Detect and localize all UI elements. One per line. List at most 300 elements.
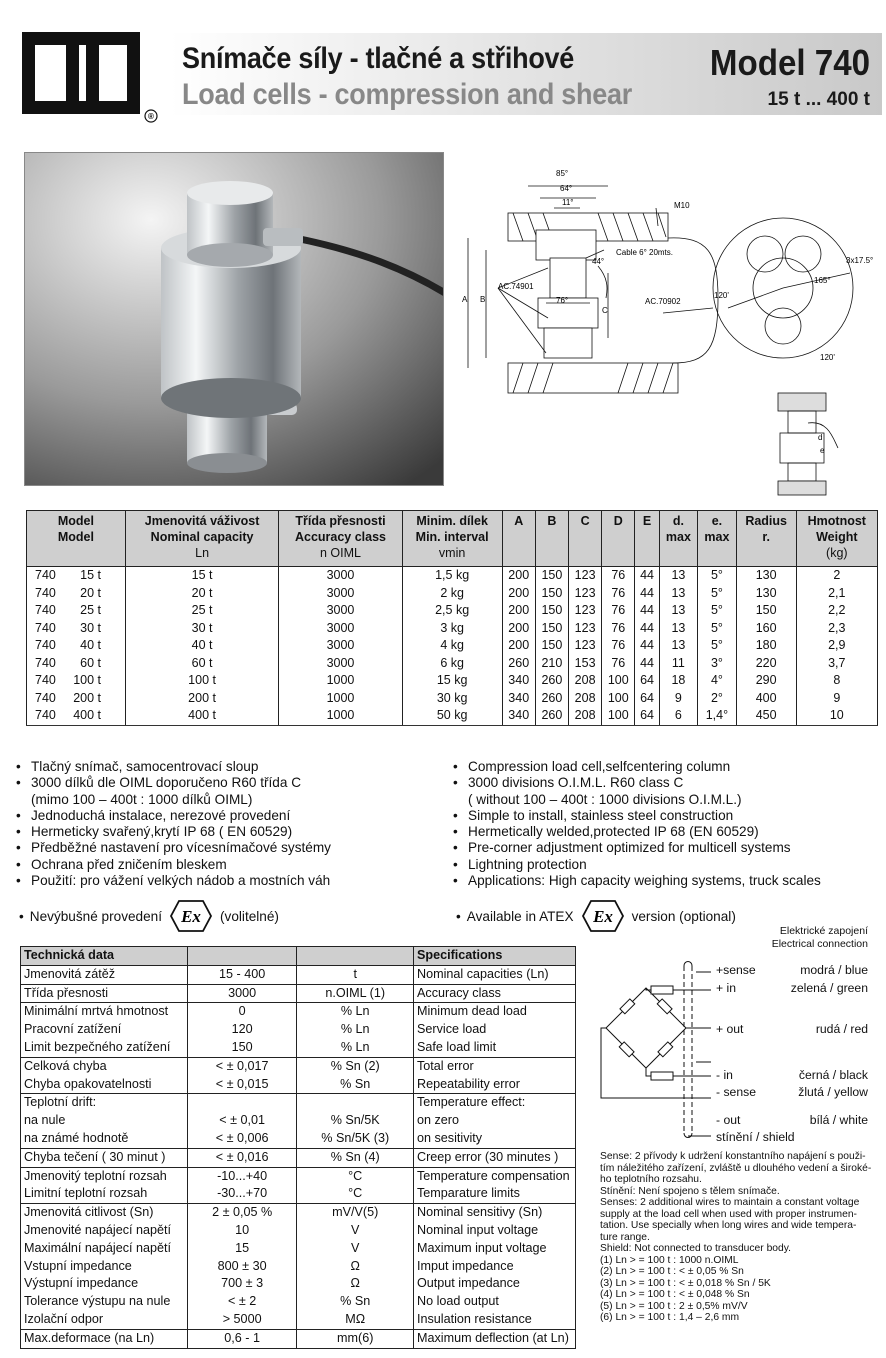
note-line: (1) Ln > = 100 t : 1000 n.OIML — [600, 1254, 739, 1266]
spec-cell: % Ln — [297, 1039, 414, 1057]
header-line: Jmenovitá váživost — [144, 514, 260, 528]
svg-text:11°: 11° — [562, 198, 574, 207]
features-english — [453, 759, 821, 889]
table-cell: 150 — [535, 567, 568, 585]
spec-cell: % Ln — [297, 1021, 414, 1039]
spec-cell: Limit bezpečného zatížení — [21, 1039, 188, 1057]
spec-cell: % Sn (2) — [297, 1057, 414, 1075]
spec-cell: No load output — [414, 1293, 576, 1311]
model-cell — [27, 672, 126, 690]
model-capacity: 15 t — [80, 568, 101, 582]
note-line: Sense: 2 přívody k udržení konstantního napájení s použi- — [600, 1151, 866, 1162]
model-cell — [27, 690, 126, 708]
spec-cell: Chyba tečení ( 30 minut ) — [21, 1148, 188, 1167]
spec-cell: Vstupní impedance — [21, 1258, 188, 1276]
table-cell: 6 kg — [402, 655, 502, 673]
spec-row — [21, 1222, 576, 1240]
table-cell: 30 t — [125, 620, 279, 638]
note-line: (4) Ln > = 100 t : < ± 0,048 % Sn — [600, 1289, 750, 1300]
spec-row — [21, 1329, 576, 1348]
spec-cell: 150 — [187, 1039, 297, 1057]
table-cell: 450 — [736, 707, 796, 725]
header-line: Nominal capacity — [150, 530, 254, 544]
table-cell: 64 — [635, 672, 659, 690]
spec-cell: Minimum dead load — [414, 1003, 576, 1021]
spec-row — [21, 965, 576, 984]
feature-item: • Předběžné nastavení pro vícesnímačové systémy — [16, 840, 331, 856]
spec-cell: Výstupní impedance — [21, 1275, 188, 1293]
spec-cell: > 5000 — [187, 1311, 297, 1329]
table-cell: 8 — [796, 672, 877, 690]
table-cell: 400 — [736, 690, 796, 708]
spec-cell: Total error — [414, 1057, 576, 1075]
header-line: Min. interval — [415, 530, 489, 544]
wire-label: + in — [716, 981, 736, 995]
spec-row — [21, 1112, 576, 1130]
table-cell: 100 — [602, 707, 635, 725]
table-cell: 3000 — [279, 585, 402, 603]
spec-cell: V — [297, 1222, 414, 1240]
spec-cell: 10 — [187, 1222, 297, 1240]
svg-text:85°: 85° — [556, 169, 569, 178]
wire-label: +sense — [716, 963, 756, 977]
title-english: Load cells - compression and shear — [182, 78, 632, 111]
svg-text:d: d — [818, 433, 823, 442]
spec-cell: 800 ± 30 — [187, 1258, 297, 1276]
table-cell: 150 — [535, 620, 568, 638]
table-cell: 44 — [635, 567, 659, 585]
table-cell: 76 — [602, 585, 635, 603]
header-line: Minim. dílek — [416, 514, 488, 528]
table-cell: 76 — [602, 637, 635, 655]
table-cell: 130 — [736, 585, 796, 603]
spec-cell: 700 ± 3 — [187, 1275, 297, 1293]
company-logo — [20, 30, 160, 125]
header-line: E — [642, 514, 652, 528]
spec-cell: Pracovní zatížení — [21, 1021, 188, 1039]
table-cell: 123 — [569, 620, 602, 638]
svg-text:44°: 44° — [592, 257, 605, 266]
header-line: (kg) — [826, 546, 848, 560]
spec-cell: Maximum deflection (at Ln) — [414, 1329, 576, 1348]
model-number: 740 — [35, 568, 56, 582]
table-cell: 11 — [659, 655, 698, 673]
table-cell: 340 — [502, 672, 535, 690]
table-cell: 340 — [502, 707, 535, 725]
model-number: 740 — [35, 620, 56, 635]
table-cell: 1,4° — [698, 707, 737, 725]
column-header — [698, 511, 737, 567]
wire-color: bílá / white — [809, 1113, 868, 1127]
table-cell: 150 — [535, 602, 568, 620]
svg-text:C: C — [602, 306, 608, 315]
header-line: n OIML — [319, 546, 361, 560]
table-cell: 76 — [602, 602, 635, 620]
svg-text:Ex: Ex — [181, 907, 201, 926]
spec-row — [21, 1130, 576, 1148]
header-line: A — [514, 514, 524, 528]
model-number: 740 — [35, 638, 56, 652]
spec-cell: < ± 0,016 — [187, 1148, 297, 1167]
note-line: Stínění: Není spojeno s tělem snímače. — [600, 1185, 780, 1197]
model-number: 740 — [35, 708, 56, 722]
table-cell: 3 kg — [402, 620, 502, 638]
spec-cell: % Sn — [297, 1293, 414, 1311]
model-capacity: 30 t — [80, 620, 101, 635]
model-capacity: 400 t — [73, 708, 101, 722]
spec-row — [21, 1185, 576, 1203]
column-header — [736, 511, 796, 567]
column-header — [602, 511, 635, 567]
table-cell: 2,2 — [796, 602, 877, 620]
header-line: Model — [57, 530, 94, 544]
svg-text:76°: 76° — [556, 296, 569, 305]
spec-cell: < ± 0,015 — [187, 1076, 297, 1094]
table-cell: 1000 — [279, 707, 402, 725]
spec-cell: n.OIML (1) — [297, 984, 414, 1003]
table-cell: 1000 — [279, 690, 402, 708]
table-cell: 150 — [535, 585, 568, 603]
spec-cell: Ω — [297, 1275, 414, 1293]
note-line: Senses: 2 additional wires to maintain a constant voltage — [600, 1197, 860, 1208]
note-line: supply at the load cell when used with proper instrumen- — [600, 1208, 857, 1220]
model-number: 740 — [35, 655, 56, 670]
table-cell: 15 kg — [402, 672, 502, 690]
column-header — [125, 511, 279, 567]
column-header — [402, 511, 502, 567]
wire-label: stínění / shield — [716, 1130, 795, 1144]
spec-cell: Temperature compensation — [414, 1167, 576, 1185]
spec-cell: % Sn/5K (3) — [297, 1130, 414, 1148]
spec-cell: Temperature effect: — [414, 1094, 576, 1112]
table-cell: 3000 — [279, 655, 402, 673]
atex-ex-icon — [581, 899, 625, 933]
model-capacity: 100 t — [73, 673, 101, 687]
spec-cell: 2 ± 0,05 % — [187, 1204, 297, 1222]
spec-cell: % Ln — [297, 1003, 414, 1021]
spec-cell: -10...+40 — [187, 1167, 297, 1185]
table-row — [27, 637, 878, 655]
spec-cell: Output impedance — [414, 1275, 576, 1293]
feature-item: • Lightning protection — [453, 857, 821, 873]
table-row — [27, 690, 878, 708]
wire-label: - in — [716, 1068, 733, 1082]
table-row — [27, 707, 878, 725]
table-cell: 2 — [796, 567, 877, 585]
header-line: vmin — [438, 546, 466, 560]
header-line: Model — [57, 514, 94, 528]
table-cell: 123 — [569, 602, 602, 620]
wire-color: zelená / green — [790, 981, 868, 995]
table-cell: 3000 — [279, 620, 402, 638]
model-number: 740 — [35, 673, 56, 687]
table-cell: 44 — [635, 637, 659, 655]
feature-item: (mimo 100 – 400t : 1000 dílků OIML) — [31, 791, 253, 807]
spec-cell: on sesitivity — [414, 1130, 576, 1148]
wire-label: - out — [716, 1113, 741, 1127]
table-cell: 2,1 — [796, 585, 877, 603]
svg-text:A: A — [462, 295, 468, 304]
technical-drawing — [458, 158, 878, 498]
table-cell: 3,7 — [796, 655, 877, 673]
table-cell: 220 — [736, 655, 796, 673]
spec-cell — [187, 1094, 297, 1112]
column-header — [535, 511, 568, 567]
table-cell: 150 — [736, 602, 796, 620]
table-cell: 200 — [502, 585, 535, 603]
svg-text:e: e — [820, 446, 825, 455]
wire-label: - sense — [716, 1085, 756, 1099]
svg-text:120': 120' — [820, 353, 835, 362]
spec-cell: Insulation resistance — [414, 1311, 576, 1329]
header-line: max — [704, 530, 730, 544]
column-header — [569, 511, 602, 567]
table-cell: 100 — [602, 672, 635, 690]
table-cell: 44 — [635, 655, 659, 673]
spec-cell: 0,6 - 1 — [187, 1329, 297, 1348]
table-cell: 2 kg — [402, 585, 502, 603]
wiring-title: Elektrické zapojení Electrical connection — [771, 925, 868, 950]
column-header — [796, 511, 877, 567]
table-cell: 260 — [535, 672, 568, 690]
table-row — [27, 672, 878, 690]
table-cell: 5° — [698, 620, 737, 638]
spec-row — [21, 1076, 576, 1094]
model-capacity: 40 t — [80, 638, 101, 652]
atex-ex-icon — [169, 899, 213, 933]
table-cell: 2,5 kg — [402, 602, 502, 620]
svg-text:B: B — [480, 295, 486, 304]
spec-cell: < ± 0,01 — [187, 1112, 297, 1130]
spec-cell: Imput impedance — [414, 1258, 576, 1276]
feature-item: • Pre-corner adjustment optimized for multicell systems — [453, 840, 821, 856]
svg-text:64°: 64° — [560, 184, 573, 193]
spec-cell: 15 - 400 — [187, 965, 297, 984]
spec-row — [21, 1021, 576, 1039]
table-cell: 10 — [796, 707, 877, 725]
model-number: 740 — [35, 603, 56, 617]
header-line: Třída přesnosti — [295, 514, 386, 528]
spec-cell: Limitní teplotní rozsah — [21, 1185, 188, 1203]
table-cell: 123 — [569, 567, 602, 585]
model-cell — [27, 602, 126, 620]
svg-text:®: ® — [148, 112, 154, 121]
model-cell — [27, 655, 126, 673]
note-line: (6) Ln > = 100 t : 1,4 – 2,6 mm — [600, 1312, 740, 1323]
table-cell: 76 — [602, 620, 635, 638]
table-cell: 50 kg — [402, 707, 502, 725]
table-cell: 160 — [736, 620, 796, 638]
table-cell: 3000 — [279, 637, 402, 655]
table-cell: 4° — [698, 672, 737, 690]
spec-cell: Temparature limits — [414, 1185, 576, 1203]
spec-cell: Tolerance výstupu na nule — [21, 1293, 188, 1311]
spec-cell: Minimální mrtvá hmotnost — [21, 1003, 188, 1021]
spec-cell: < ± 2 — [187, 1293, 297, 1311]
feature-item: • 3000 divisions O.I.M.L. R60 class C — [453, 775, 821, 791]
spec-cell: Celková chyba — [21, 1057, 188, 1075]
spec-cell: 0 — [187, 1003, 297, 1021]
table-cell: 9 — [659, 690, 698, 708]
spec-cell: Teplotní drift: — [21, 1094, 188, 1112]
spec-row — [21, 1311, 576, 1329]
note-line: tation. Use specially when long wires and wide tempera- — [600, 1220, 857, 1231]
table-cell: 260 — [535, 707, 568, 725]
spec-cell: % Sn (4) — [297, 1148, 414, 1167]
table-cell: 5° — [698, 637, 737, 655]
note-line: (5) Ln > = 100 t : 2 ± 0,5% mV/V — [600, 1300, 748, 1312]
header-line: Hmotnost — [807, 514, 866, 528]
spec-cell: Maximum input voltage — [414, 1240, 576, 1258]
note-line: (3) Ln > = 100 t : < ± 0,018 % Sn / 5K — [600, 1277, 771, 1289]
table-cell: 153 — [569, 655, 602, 673]
spec-cell: mV/V(5) — [297, 1204, 414, 1222]
spec-cell: on zero — [414, 1112, 576, 1130]
column-header — [279, 511, 402, 567]
spec-cell: 120 — [187, 1021, 297, 1039]
note-line: Shield: Not connected to transducer body. — [600, 1243, 791, 1254]
column-header — [27, 511, 126, 567]
spec-row — [21, 1003, 576, 1021]
table-cell: 64 — [635, 690, 659, 708]
spec-cell: °C — [297, 1167, 414, 1185]
table-cell: 1,5 kg — [402, 567, 502, 585]
feature-item: • Applications: High capacity weighing systems, truck scales — [453, 873, 821, 889]
feature-item: • Ochrana před zničením bleskem — [16, 857, 331, 873]
spec-cell: Jmenovitá zátěž — [21, 965, 188, 984]
table-cell: 208 — [569, 707, 602, 725]
note-line: tím náležitého zařízení, zvláště u dlouhého vedení a široké- — [600, 1162, 872, 1174]
table-cell: 1000 — [279, 672, 402, 690]
svg-text:Ex: Ex — [592, 907, 613, 926]
table-cell: 13 — [659, 567, 698, 585]
spec-cell: Jmenovitá citlivost (Sn) — [21, 1204, 188, 1222]
spec-cell: MΩ — [297, 1311, 414, 1329]
svg-text:AC.74901: AC.74901 — [498, 282, 534, 291]
feature-item: • Jednoduchá instalace, nerezové provedení — [16, 808, 331, 824]
footnotes — [600, 1151, 876, 1324]
table-cell: 208 — [569, 690, 602, 708]
header-line: e. — [711, 514, 723, 528]
feature-item: • 3000 dílků dle OIML doporučeno R60 třída C — [16, 775, 331, 791]
spec-cell: < ± 0,006 — [187, 1130, 297, 1148]
table-cell: 20 t — [125, 585, 279, 603]
table-cell: 200 — [502, 620, 535, 638]
load-cell-photo — [24, 152, 444, 486]
wire-color: rudá / red — [815, 1022, 868, 1036]
feature-item: • Simple to install, stainless steel construction — [453, 808, 821, 824]
feature-item: • Tlačný snímač, samocentrovací sloup — [16, 759, 331, 775]
spec-cell: Ω — [297, 1258, 414, 1276]
spec-header-row — [21, 947, 576, 966]
table-cell: 200 t — [125, 690, 279, 708]
table-cell: 6 — [659, 707, 698, 725]
model-cell — [27, 620, 126, 638]
table-cell: 9 — [796, 690, 877, 708]
model-number: 740 — [35, 585, 56, 600]
spec-cell: V — [297, 1240, 414, 1258]
spec-cell: < ± 0,017 — [187, 1057, 297, 1075]
spec-cell: na nule — [21, 1112, 188, 1130]
table-cell: 2° — [698, 690, 737, 708]
spec-header-blank — [187, 947, 297, 966]
svg-text:AC.70902: AC.70902 — [645, 297, 681, 306]
spec-cell: 3000 — [187, 984, 297, 1003]
table-cell: 130 — [736, 567, 796, 585]
table-cell: 200 — [502, 637, 535, 655]
note-line: ho teplotního rozsahu. — [600, 1174, 702, 1185]
table-cell: 200 — [502, 602, 535, 620]
table-cell: 3000 — [279, 567, 402, 585]
spec-header-cz: Technická data — [21, 947, 188, 966]
table-cell: 5° — [698, 567, 737, 585]
table-cell: 44 — [635, 620, 659, 638]
table-cell: 15 t — [125, 567, 279, 585]
table-cell: 200 — [502, 567, 535, 585]
spec-cell: Repeatability error — [414, 1076, 576, 1094]
table-cell: 400 t — [125, 707, 279, 725]
wire-color: žlutá / yellow — [798, 1085, 868, 1099]
table-cell: 4 kg — [402, 637, 502, 655]
table-cell: 13 — [659, 620, 698, 638]
spec-cell: Nominal sensitivy (Sn) — [414, 1204, 576, 1222]
feature-item: • Použití: pro vážení velkých nádob a mostních váh — [16, 873, 331, 889]
table-cell: 60 t — [125, 655, 279, 673]
spec-cell: Nominal input voltage — [414, 1222, 576, 1240]
model-capacity: 25 t — [80, 603, 101, 617]
model-capacity: 200 t — [73, 690, 101, 705]
spec-cell: Safe load limit — [414, 1039, 576, 1057]
table-cell: 44 — [635, 585, 659, 603]
model-cell — [27, 707, 126, 725]
table-row — [27, 620, 878, 638]
spec-row — [21, 1167, 576, 1185]
table-cell: 340 — [502, 690, 535, 708]
header-line: Weight — [816, 530, 858, 544]
spec-cell: Max.deformace (na Ln) — [21, 1329, 188, 1348]
svg-text:3x17.5°: 3x17.5° — [846, 256, 874, 265]
table-cell: 100 — [602, 690, 635, 708]
table-cell: 76 — [602, 567, 635, 585]
table-cell: 25 t — [125, 602, 279, 620]
table-cell: 260 — [502, 655, 535, 673]
spec-cell: t — [297, 965, 414, 984]
atex-note-czech: • Nevýbušné provedení Ex (volitelné) — [16, 899, 282, 933]
svg-text:Cable 6° 20mts.: Cable 6° 20mts. — [616, 248, 674, 257]
feature-item: ( without 100 – 400t : 1000 divisions O.I.M.L.) — [468, 791, 742, 807]
spec-cell: Maximální napájecí napětí — [21, 1240, 188, 1258]
header-line: d. — [672, 514, 684, 528]
spec-row — [21, 1204, 576, 1222]
atex-note-english: • Available in ATEX Ex version (optional) — [453, 899, 739, 933]
wire-label: + out — [716, 1022, 744, 1036]
spec-cell: Nominal capacities (Ln) — [414, 965, 576, 984]
table-row — [27, 602, 878, 620]
spec-cell: % Sn — [297, 1076, 414, 1094]
spec-row — [21, 1240, 576, 1258]
spec-row — [21, 1293, 576, 1311]
header-line: Radius — [745, 514, 787, 528]
table-cell: 64 — [635, 707, 659, 725]
spec-row — [21, 1057, 576, 1075]
spec-cell: mm(6) — [297, 1329, 414, 1348]
table-cell: 13 — [659, 637, 698, 655]
table-cell: 44 — [635, 602, 659, 620]
table-cell: 2,3 — [796, 620, 877, 638]
spec-cell: Třída přesnosti — [21, 984, 188, 1003]
capacity-range: 15 t ... 400 t — [767, 89, 870, 110]
table-cell: 180 — [736, 637, 796, 655]
